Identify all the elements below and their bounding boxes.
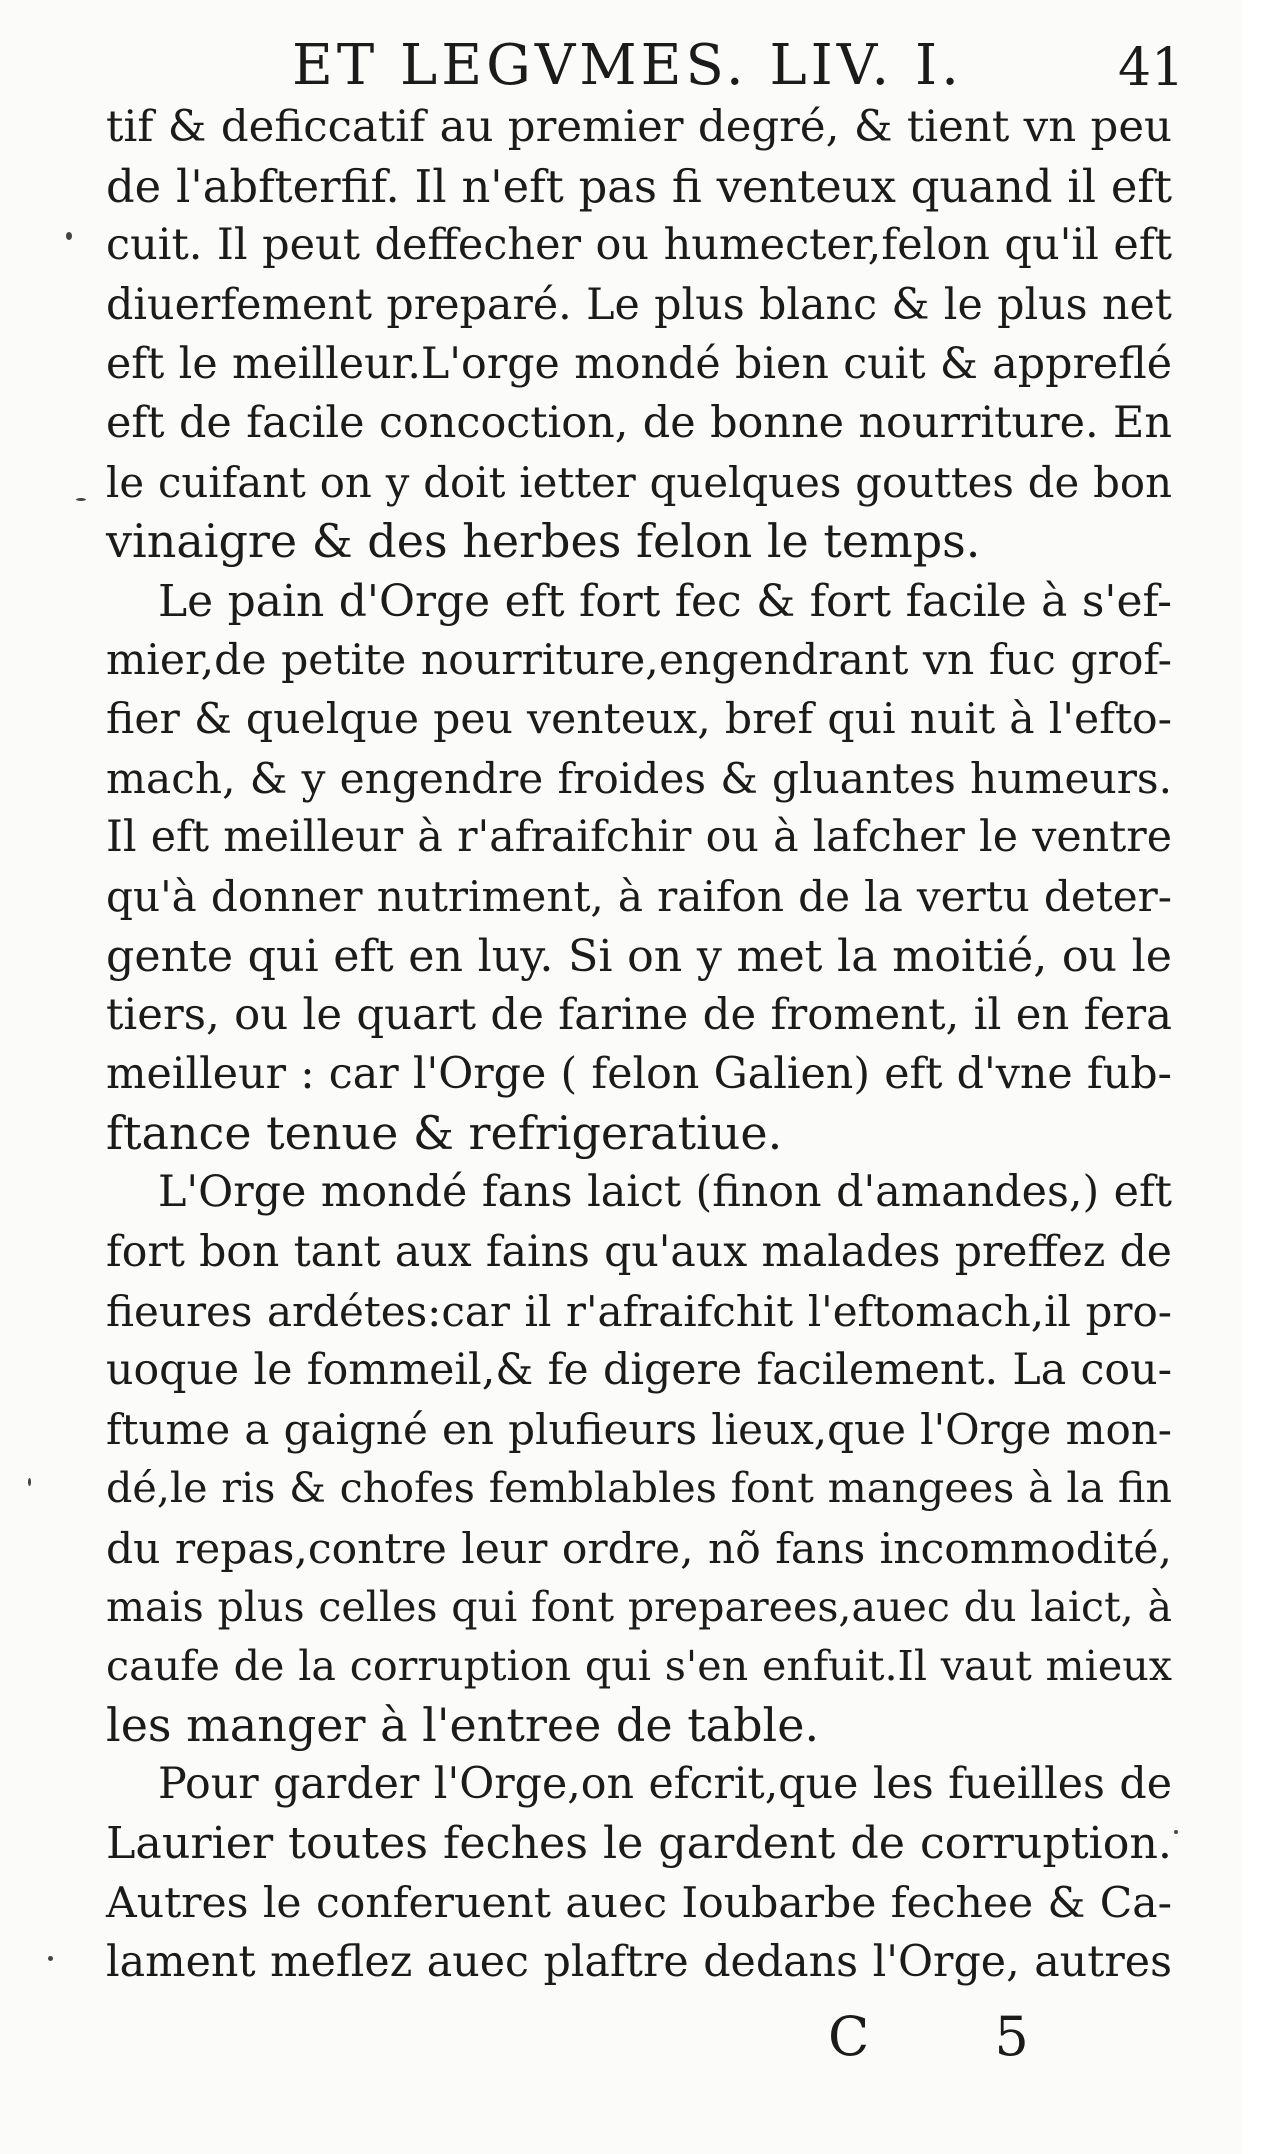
ink-speck [28,1478,31,1486]
text-line: diuerfement preparé. Le plus blanc & le plus net [106,279,1172,330]
paragraph-1 [106,98,1172,572]
text-line: eft le meilleur.L'orge mondé bien cuit & appreflé [106,338,1172,389]
text-line: fort bon tant aux fains qu'aux malades preffez de [106,1226,1172,1277]
text-line: du repas,contre leur ordre, nõ fans incommodité, [106,1523,1172,1573]
body-text [106,98,1172,1992]
text-line: L'Orge mondé fans laict (finon d'amandes,) eft [158,1167,1172,1218]
paragraph-2 [106,572,1172,1164]
ink-speck [66,232,72,240]
text-line: mach, & y engendre froides & gluantes humeurs. [106,754,1172,804]
text-line: fier & quelque peu venteux, bref qui nuit à l'efto- [106,694,1172,744]
text-line: cuit. Il peut deffecher ou humecter,felon qu'il eft [106,220,1172,271]
paragraph-3 [106,1163,1172,1755]
text-line: Laurier toutes feches le gardent de corruption. [106,1818,1172,1870]
ink-speck [76,498,86,501]
text-line: Autres le conferuent auec Ioubarbe fechee & Ca- [106,1878,1172,1928]
text-line: mais plus celles qui font preparees,auec du laict, à [106,1582,1172,1631]
text-line: les manger à l'entree de table. [106,1698,820,1753]
text-line: mier,de petite nourriture,engendrant vn fuc grof- [106,635,1172,685]
text-line: tif & deficcatif au premier degré, & tient vn peu [106,102,1172,152]
text-line: Pour garder l'Orge,on efcrit,que les fueilles de [158,1759,1172,1810]
text-line: tiers, ou le quart de farine de froment, il en fera [106,989,1172,1040]
text-line: Le pain d'Orge eft fort fec & fort facile à s'ef- [158,575,1172,627]
ink-speck [48,1956,53,1961]
text-line: fieures ardétes:car il r'afraifchit l'eftomach,il pro- [106,1286,1172,1336]
text-line: gente qui eft en luy. Si on y met la moitié, ou le [106,930,1172,982]
text-line: lament meflez auec plaftre dedans l'Orge, autres [106,1936,1172,1987]
text-line: uoque le fommeil,& fe digere facilement. La cou- [106,1344,1172,1395]
text-line: ftance tenue & refrigeratiue. [106,1106,783,1161]
ink-speck [1174,1830,1178,1834]
text-line: le cuifant on y doit ietter quelques gouttes de bon [106,458,1172,508]
running-title: ET LEGVMES. LIV. I. [292,33,963,98]
text-line: ftume a gaigné en plufieurs lieux,que l'Orge mon- [106,1405,1172,1455]
paragraph-4 [106,1755,1172,1992]
text-line: eft de facile concoction, de bonne nourriture. En [106,397,1172,448]
text-line: de l'abfterfif. Il n'eft pas fi venteux quand il eft [106,160,1172,214]
text-line: vinaigre & des herbes felon le temps. [106,514,981,569]
text-line: caufe de la corruption qui s'en enfuit.Il vaut mieux [106,1641,1172,1690]
text-line: meilleur : car l'Orge ( felon Galien) eft d'vne fub- [106,1049,1172,1099]
text-line: qu'à donner nutriment, à raifon de la vertu deter- [106,872,1172,922]
signature-mark: C 5 [828,2005,1083,2068]
page-number: 41 [1118,38,1185,98]
text-line: Il eft meilleur à r'afraifchir ou à lafcher le ventre [106,812,1172,863]
text-line: dé,le ris & chofes femblables font mangees à la fin [106,1464,1172,1513]
page-margin-edge [1242,0,1288,2154]
